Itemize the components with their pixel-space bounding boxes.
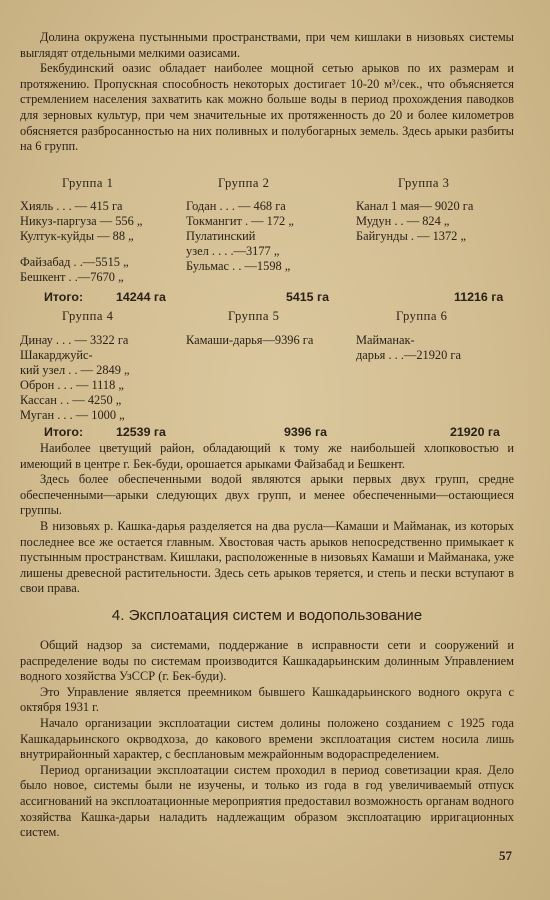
table-row: Бешкент . .—7670 „ — [20, 270, 124, 284]
table-row: Шакарджуйс- — [20, 348, 93, 362]
paragraph: Период организации эксплоатации систем проходил в период советизации края. Дело было новое, системы были не изучены, и только из года в год увеличиваемый отпуск ассигнований на эксплоатационные мероприятия предоставил возможность органам водного хозяйства Кашка-дарьи наладить надлежащим образом эксплоатацию ирригационных систем. — [20, 762, 514, 840]
table-row: Пулатинский — [186, 229, 256, 243]
group-header: Группа 1 — [62, 176, 114, 190]
group-header: Группа 5 — [228, 309, 280, 323]
paragraph: Бекбудинский оазис обладает наиболее мощной сетью арыков по их размерам и протяжению. Пропускная способность некоторых достигает 10-20 м³/сек., что объясняется стремлением населения захватить как можно больше воды в период прохождения паводков для зерновых культур, при чем значительные их протяженность до 20 и более километров обясняется разбросанностью на них поливных и полубогарных земель. Здесь арыки разбиты на 6 групп. — [20, 61, 514, 154]
table-row: Оброн . . . — 1118 „ — [20, 378, 124, 392]
total-value: 12539 га — [116, 425, 166, 439]
paragraph: Начало организации эксплоатации систем долины положено созданием с 1925 года Кашкадарьинского окрводхоза, до какового времени эксплоатация систем носила лишь внутрирайонный характер, с бесплановым межрайонным водораспределением. — [20, 715, 514, 762]
table-row: Канал 1 мая— 9020 га — [356, 199, 474, 213]
total-label: Итого: — [44, 290, 84, 304]
total-value: 21920 га — [450, 425, 500, 439]
table-row: узел . . . .—3177 „ — [186, 244, 280, 258]
total-value: 5415 га — [286, 290, 330, 304]
table-row: Кассан . . — 4250 „ — [20, 393, 122, 407]
total-value: 9396 га — [284, 425, 328, 439]
section-heading: 4. Эксплоатация систем и водопользование — [111, 607, 423, 624]
section-text — [20, 638, 514, 841]
paragraph: Это Управление является преемником бывшего Кашкадарьинского водного округа с октября 1931 г. — [20, 684, 514, 715]
intro-text — [20, 30, 514, 155]
table-row: Байгунды . — 1372 „ — [356, 229, 466, 243]
paragraph: Здесь более обеспеченными водой являются арыки первых двух групп, средне обеспеченными—арыки следующих двух групп, и менее обеспеченными—остающиеся группы. — [20, 472, 514, 518]
table-row: Камаши-дарья—9396 га — [186, 333, 314, 347]
group-header: Группа 4 — [62, 309, 114, 323]
group-header: Группа 6 — [396, 309, 448, 323]
table-row: кий узел . . — 2849 „ — [20, 363, 130, 377]
table-row: Файзабад . .—5515 „ — [20, 255, 129, 269]
paragraph: Долина окружена пустынными пространствами, при чем кишлаки в низовьях системы выглядят отдельными мелкими оазисами. — [20, 30, 514, 60]
table-row: Майманак- — [356, 333, 415, 347]
table-row: Токмангит . — 172 „ — [186, 214, 294, 228]
table-row: Култук-куйды — 88 „ — [20, 229, 134, 243]
total-label: Итого: — [44, 425, 84, 439]
table-row: Муган . . . — 1000 „ — [20, 408, 125, 422]
table-row: Динау . . . — 3322 га — [20, 333, 129, 347]
total-value: 14244 га — [116, 290, 166, 304]
group-header: Группа 2 — [218, 176, 270, 190]
group-header: Группа 3 — [398, 176, 450, 190]
total-value: 11216 га — [454, 290, 504, 304]
paragraph: Наиболее цветущий район, обладающий к тому же наибольшей хлопковостью и имеющий в центре г. Бек-буди, орошается арыками Файзабад и Бешкент. — [20, 441, 514, 471]
table-row: Хияль . . . — 415 га — [20, 199, 123, 213]
paragraph: В низовьях р. Кашка-дарья разделяется на два русла—Камаши и Майманак, из которых последнее все же остается главным. Хвостовая часть арыков непосредственно примыкает к пустынным пространствам. Кишлаки, расположенные в низовьях Камаши и Майманака, уже лишены древесной растительности. Здесь сеть арыков теряется, и степь и пески вступают в свои права. — [20, 518, 514, 596]
table-row: Мудун . . — 824 „ — [356, 214, 450, 228]
body-text — [20, 441, 514, 597]
table-row: Бульмас . . —1598 „ — [186, 259, 291, 273]
page-number: 57 — [499, 848, 512, 863]
paragraph: Общий надзор за системами, поддержание в исправности сети и сооружений и распределение воды по системам производится Кашкадарьинским долинным Управлением водного хозяйства УзССР (г. Бек-буди). — [20, 638, 514, 684]
table-row: Никуз-паргуза — 556 „ — [20, 214, 143, 228]
table-row: Годан . . . — 468 га — [186, 199, 286, 213]
table-row: дарья . . .—21920 га — [356, 348, 461, 362]
